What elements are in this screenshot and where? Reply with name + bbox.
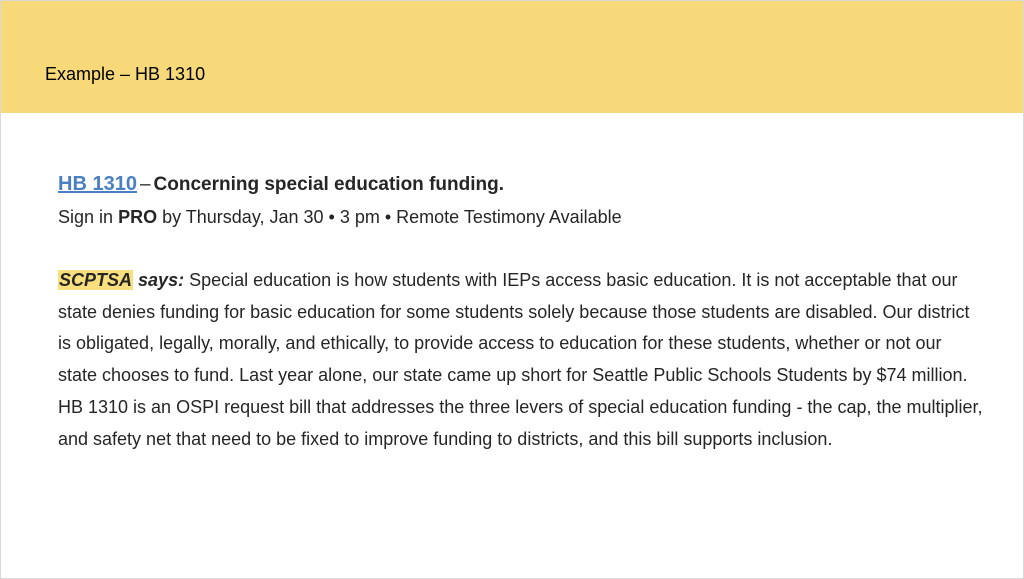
statement-verb: says (138, 270, 179, 290)
bill-heading (58, 169, 983, 200)
sign-in-position: PRO (118, 207, 158, 227)
statement-paragraph (58, 265, 983, 455)
slide-title: Example – HB 1310 (45, 64, 206, 84)
bill-title: Concerning special education funding. (153, 174, 504, 195)
header-band (1, 1, 1023, 113)
sign-in-prefix: Sign in (58, 207, 114, 227)
organization-name: SCPTSA (59, 270, 133, 290)
sign-in-line (58, 202, 983, 232)
bill-separator: – (139, 174, 151, 195)
bill-link[interactable]: HB 1310 (58, 173, 137, 195)
sign-in-details: by Thursday, Jan 30 • 3 pm • Remote Testimony Available (162, 207, 622, 227)
content-area (58, 169, 983, 455)
statement-colon: : (178, 270, 185, 290)
statement-text: Special education is how students with IEPs access basic education. It is not acceptable that our state denies funding for basic education for some students solely because those students are disabled. Our district is obligated, legally, morally, and ethically, to provide access to education for these students, whether or not our state chooses to fund. Last year alone, our state came up short for Seattle Public Schools Students by $74 million. HB 1310 is an OSPI request bill that addresses the three levers of special education funding - the cap, the multiplier, and safety net that need to be fixed to improve funding to districts, and this bill supports inclusion. (58, 270, 983, 449)
